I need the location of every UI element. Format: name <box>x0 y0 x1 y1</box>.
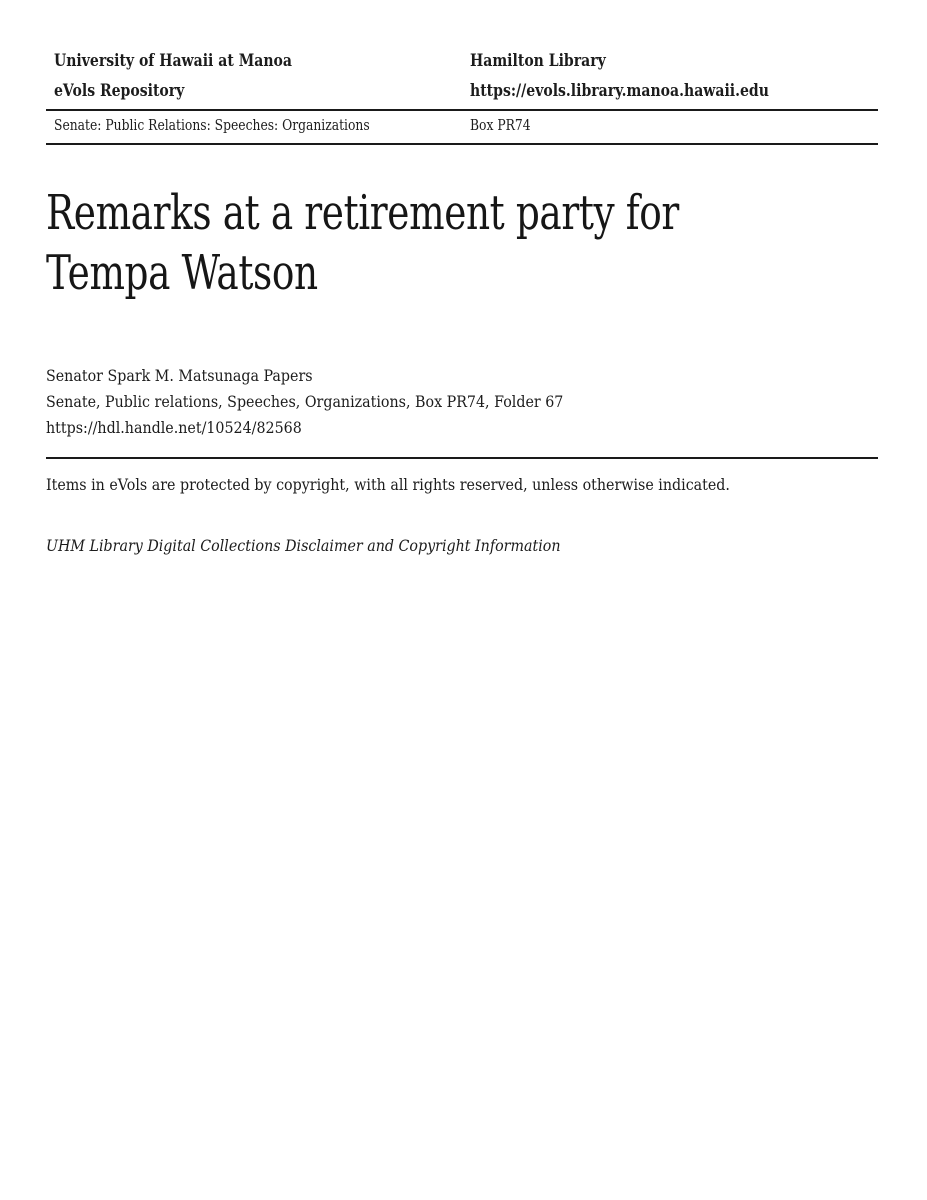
disclaimer-link[interactable]: UHM Library Digital Collections Disclaimer and Copyright Information <box>46 536 561 555</box>
collection-path: Senate: Public Relations: Speeches: Organizations <box>54 118 370 134</box>
header-left-column <box>54 46 470 106</box>
library-name: Hamilton Library <box>470 51 606 70</box>
header-main-row <box>46 46 878 111</box>
repository-url-link[interactable]: https://evols.library.manoa.hawaii.edu <box>470 81 769 100</box>
repository-header <box>46 46 878 145</box>
header-right-column <box>470 46 878 106</box>
item-metadata <box>46 363 878 441</box>
box-label: Box PR74 <box>470 118 531 134</box>
handle-url-link[interactable]: https://hdl.handle.net/10524/82568 <box>46 418 302 437</box>
institution-name: University of Hawaii at Manoa <box>54 51 292 70</box>
item-location: Senate, Public relations, Speeches, Organizations, Box PR74, Folder 67 <box>46 392 564 411</box>
copyright-notice: Items in eVols are protected by copyright, with all rights reserved, unless otherwise indicated. <box>46 475 730 494</box>
collection-title: Senator Spark M. Matsunaga Papers <box>46 366 313 385</box>
repository-name: eVols Repository <box>54 81 185 100</box>
footer-divider <box>46 457 878 459</box>
header-sub-row <box>46 111 878 145</box>
document-title: Remarks at a retirement party for Tempa Watson <box>46 185 679 301</box>
